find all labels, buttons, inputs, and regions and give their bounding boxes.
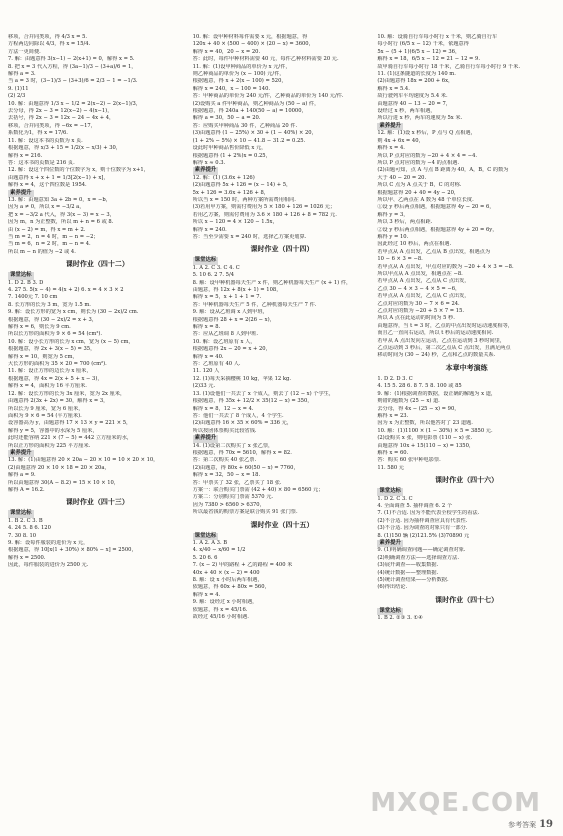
section-tag: 课堂达标 (10, 272, 32, 279)
answer-line: 答：应从乙班调 8 人到甲班. (192, 331, 258, 338)
answer-line: 去括号，得 2x − 3 = 12x − 24 − 4x + 4， (8, 115, 115, 122)
answer-line: 答：乙班原有 40 人. (192, 361, 241, 368)
answer-line: 5x − (5 + 1)(6/5 x − 12) = 36， (377, 48, 461, 55)
answer-line: 1. A 2. A 3. B (192, 540, 228, 546)
answer-line: 根据题意得 (1 + 2%)x = 0.25， (192, 152, 271, 159)
answer-line: 若甲点从 A 点出发，乙点从 C 点出发， (377, 293, 470, 300)
answer-line: 1. A 2. C 3. C 4. C (192, 264, 240, 271)
answer-line: 面积为 9 × 6 = 54 (平方厘米). (8, 412, 82, 419)
answer-line: 解得 x = 240. (192, 226, 227, 233)
answer-line: 120x + 40 × (500 − 400) × (20 − x) = 3600， (192, 41, 314, 48)
answer-line: 9. 解：设每件服装的进价为 x 元， (8, 540, 89, 546)
answer-line: 解得 x = 60. (377, 449, 409, 456)
answer-line: ①设 y 秒后两点相遇，根据题意得 4y − 20 = 6， (377, 204, 495, 211)
page-number: 19 (539, 819, 553, 830)
section-tag-row (8, 510, 187, 517)
answer-line: (2)由题意得 18x = 200 + 6x， (377, 78, 454, 85)
answer-line: 因此经过 10 秒后，两点在相遇. (377, 241, 452, 248)
answer-line: 解得 A = 16.2. (8, 486, 45, 493)
answer-line: 11. 解：(1)设甲种商品的单价为 x 元/件， (192, 63, 291, 70)
answer-line: 根据题意得 2x − 20 = x + 20， (192, 346, 271, 353)
answer-line: (2)设购买 x 张，则电影票 (110 − x) 张. (377, 435, 473, 442)
answer-line: 方案二：分别购买门票需 5370 元. (192, 494, 274, 501)
answer-line: 根据题意，得 240a + 140(50 − a) = 10000， (192, 108, 307, 115)
section-tag-row (193, 533, 372, 540)
answer-line: 而且乙一直向右运动，所以 t 秒后的运动速度相同. (377, 330, 494, 337)
answer-line: 4. 15 5. 28 6. 8 7. 5 8. 100 或 85 (377, 383, 462, 390)
answer-line: 由题意得，当 t = 3 时，乙点的中点出发时运动速度相等， (377, 322, 513, 329)
answer-line: 所以最省钱的购票方案是联合购买 91 张门票. (192, 509, 298, 516)
section-tag-row (193, 435, 372, 442)
answer-line: 由题意得 40 − 13 − 20 = 7， (377, 100, 451, 107)
watermark: MXQE.COM (370, 788, 541, 818)
answer-line: 1. D 2. D 3. C (377, 375, 413, 382)
answer-line: 所以 x − 120 = 4 × 120 − 1.5x， (192, 219, 278, 226)
answer-line: 解得 y = 3， (377, 211, 409, 218)
answer-line: 所以 A 点在此运动的时间为 5 秒. (377, 315, 455, 322)
answer-line: (2)由题意得 16 × 35 × 60% = 336 元， (192, 420, 293, 427)
answer-line: 40x + 40 × (x − 2) = 400 (192, 569, 260, 576)
answer-line: 若用乙方案，则需付费用为 3.6 × 180 + 126 + 8 = 782 元. (192, 211, 337, 218)
answer-line: 解得 y = 5，容器中的水深为 5 厘米， (8, 427, 98, 434)
answer-line: 因为 a ≠ 0，所以 x = −3/2 a， (8, 204, 85, 211)
answer-line: (1 + 2% − 5%) × 10 − 41.8 − 31.2 = 0.25. (192, 137, 306, 144)
answer-line: 所以 P 点对应的数为 −4 的点相遇. (377, 159, 459, 166)
answer-line: 由 (x − 2) = m，得 x = m + 2. (8, 226, 86, 233)
answer-line: 所以长为 9 厘米，宽为 6 厘米， (8, 405, 84, 412)
answer-line: 所以按团体票购买比较省钱. (192, 427, 257, 434)
answer-line: 去分母，得 2x − 3 = 12(x−2) − 4(x−1)， (8, 108, 113, 115)
answer-line: 解得 y = 10. (377, 233, 409, 240)
section-tag-row (8, 272, 187, 279)
answer-line: 8. 把 x = 3 代入方程，得 (3a−1)/3 − (3+a)/6 = 1， (8, 63, 137, 70)
answer-line: 10. 解：设骑自行车每小时行 x 千米，则乙骑自行车 (377, 34, 498, 40)
answer-line: 则错的题数为 (25 − x) 道. (377, 398, 440, 405)
answer-line: 设此时甲种商品售价降低 x 元， (192, 145, 267, 152)
section-title: 课时作业（四十七） (435, 594, 499, 604)
answer-line: 所以 3 秒后，两点相距. (377, 219, 433, 226)
answer-line: 5. 10 6. 2 7. 5/4 (192, 272, 235, 279)
answer-line: (6)得出结论. (377, 584, 408, 591)
section-title: 课时作业（四十六） (435, 475, 499, 485)
section-tag: 课堂达标 (379, 488, 401, 495)
answer-line: 设容器高为 y，由题意得 17 × 13 × y = 221 × 5， (8, 420, 132, 427)
answer-line: (4)统计数据——整理数据. (377, 569, 439, 576)
answer-line: (2)由题意得 5x + 126 = (x − 14) + 5， (192, 182, 292, 189)
answer-line: 所以当 x = 150 时，两种方案所需费用相同. (192, 196, 296, 203)
answer-line: 11. 解：设这本书的页数为 x 页. (8, 137, 83, 144)
answer-line: 根据题意得 28 + x = 2(26 − x)， (192, 316, 275, 323)
answer-line: 7. 1400元 7. 10 cm (8, 294, 58, 301)
answer-line: 1. D 2. B 3. D (8, 279, 44, 286)
section-title: 课时作业（四十四） (250, 244, 314, 254)
answer-line: (3)由题意得 (1 − 25%) × 30 + (1 − 40%) × 20， (192, 130, 317, 137)
section-tag: 课堂达标 (10, 510, 32, 517)
answer-line: 根据题意，得 70x = 5610，解得 x = 82. (192, 449, 292, 456)
section-tag-row (193, 257, 372, 264)
answer-line: 7. (1)不合适. 因为不能代表全校学生的看法. (377, 510, 480, 517)
answer-line: 解得 x = 2500. (8, 554, 46, 561)
answer-line: 所以正方形的面积为 225 平方厘米. (8, 442, 91, 449)
answer-line: 4. 24 5. 8 6. 120 (8, 525, 51, 532)
answer-line: 解得 a = 30，50 − a = 20. (192, 115, 261, 122)
answer-line: (2)设购买 a 件甲种商品，则乙种商品为 (50 − a) 件， (192, 100, 320, 107)
section-title: 课时作业（四十五） (250, 519, 314, 529)
answer-line: 4. 全面调查 5. 抽样调查 6. 2 个 (377, 502, 453, 509)
answer-line: 10. 解：(1)1100 × (1 − 30%) × 5 = 3850 元. (377, 427, 493, 434)
answer-line: 若甲点从 A 点出发，乙点从 C 点出发， (377, 278, 470, 285)
answer-line: 1. B 2. ②③ 3. ①④ (377, 615, 423, 622)
answer-line: 所以 P 点对应的数为 −20 + 4 × 4 = −4. (377, 152, 478, 159)
section-tag: 课堂达标 (194, 532, 217, 539)
answer-line: 解得 x = 8，12 − x = 4. (192, 405, 254, 412)
answer-page (8, 34, 556, 814)
section-tag: 课堂达标 (379, 607, 401, 614)
answer-line: 由题意得 10x + 15(110 − x) = 1350， (377, 442, 475, 449)
answer-line: 乙点 30 − 4 × 3 − 4 × 5 = −6， (377, 285, 461, 292)
answer-line: 因为 x 为正整数，所以他答对了 23 道题. (377, 420, 473, 427)
answer-line: 把 x = −3/2 a 代入，得 3(x − 3) = x − 3， (8, 211, 115, 218)
answer-line: 5. 20 6. 6 (192, 554, 218, 561)
section-tag: 课堂达标 (194, 257, 217, 264)
answer-line: 解得 x = 216. (8, 152, 43, 159)
answer-line: 13. 解：由题意知 3a + 2b = 0，x = −b， (8, 196, 111, 203)
answer-line: 移动时间为 (30 − 24) 秒，乙点和乙点的数量关系. (377, 352, 496, 359)
answer-line: 根据题意，得 35x + 12/2 × 35(12 − x) = 350， (192, 398, 313, 405)
answer-line: 11. (1)这条隧道的长度为 140 m. (377, 71, 456, 78)
answer-line: 所以行进 x 秒，两车的速度为 5x 米. (377, 115, 463, 122)
answer-line: 解得 x = 240，x − 100 = 140. (192, 85, 271, 92)
section-tag: 素养提升 (194, 167, 217, 174)
answer-line: 14. (1)设第二次购买了 x 张乙票， (192, 442, 274, 449)
answer-line: 因为 7380 > 6560 > 6370， (192, 501, 265, 508)
answer-line: 5x + 126 = 3.6x + 126 + 8， (192, 189, 269, 196)
section-tag-row (377, 123, 556, 130)
answer-line: 方案一：联合购买门票需 (42 + 40) × 80 = 6560 元； (192, 486, 324, 493)
answer-line: 答：第二次购买 40 张乙票. (192, 457, 257, 464)
answer-line: 解得 x = 23. (377, 412, 409, 419)
answer-line: 乙点运动到 3 秒后，第二次乙点从 C 点出发，且满足两点 (377, 345, 511, 352)
answer-line: 8. 解：设甲种机器每天生产 x 件，则乙种机器每天生产 (x + 1) 件， (192, 279, 352, 286)
answer-line: 11. 解：设正方形的边长为 x 厘米， (8, 368, 92, 375)
section-tag: 素养提升 (10, 449, 32, 456)
section-tag-row (193, 167, 372, 174)
section-title: 本章中考演练 (445, 362, 488, 372)
page-footer (508, 819, 553, 830)
answer-line: 10. 解：设乙班原有 x 人， (192, 338, 256, 345)
answer-line: 设经过 x 秒，两车相遇， (377, 108, 436, 115)
answer-line: 9. 解：设从乙班调 x 人到甲班， (192, 309, 268, 316)
footer-label: 参考答案 (508, 821, 537, 829)
answer-line: ②设 y 秒后两点相遇，根据题意得 4y + 20 = 6y， (377, 226, 498, 233)
answer-line: 解得 a = 9. (8, 472, 36, 479)
answer-line: 10. 解：由题意得 1/3 x − 1/2 = 2(x−2) − 2(x−1)/3， (8, 100, 141, 107)
answer-line: 8. (1)150 辆 (2)121.5% (3)70890 元 (377, 532, 470, 539)
answer-line: 由题意，得 12x + 8(x + 1) = 108， (192, 287, 282, 293)
answer-line: (2)33 元. (192, 383, 216, 390)
answer-line: 解得 a = 3. (8, 71, 36, 78)
answer-line: 12. 解：(1) (3.6x + 126) (192, 174, 255, 181)
answer-line: 解得 x = 32，50 − x = 18. (192, 472, 261, 479)
answer-line: (2)不合适. 因为抽样调查应具有代表性. (377, 517, 468, 524)
answer-line: 方法一更简便. (8, 48, 41, 55)
answer-line: (5)统计调查结果——分析数据. (377, 577, 449, 584)
answer-line: 1. D 2. C 3. C (377, 495, 413, 502)
answer-line: 解得 x = 10，则宽为 5 cm， (8, 353, 78, 360)
section-tag: 素养提升 (379, 540, 401, 546)
answer-line: 4. 27 5. 5(x − 4) = 4(x + 2) 6. x = 4 × 3 × 2 (8, 287, 124, 293)
answer-line: 根据题意，得 2x + 3(x − 5) = 35， (8, 346, 96, 353)
answer-line: (3)不合适. 因为调查的对象只有一部分. (377, 525, 468, 532)
answer-line: 方程两边同除以 4/3，得 x = 15/4. (8, 41, 91, 48)
answer-line: 因此，每件服装的进价为 2500 元. (8, 562, 89, 569)
answer-line: 根据题意得 20 + 40 = 4y − 20， (377, 189, 460, 196)
answer-line: 乙点对应的数为 30 − 7 × 6 = 24. (377, 300, 460, 307)
answer-line: 4. x/40 − x/60 = 1/2 (192, 547, 246, 554)
answer-line: 解得 x ≈ 0.3. (192, 159, 226, 166)
column-middle (193, 34, 372, 814)
answer-line: 12. 解：设这个四位数的个位数字为 x，则十位数字为 x+1， (8, 167, 149, 174)
answer-line: 12. 解：设长方形的长为 3x 厘米，宽为 2x 厘米， (8, 390, 126, 397)
answer-line: (2)明确调查方法——选择调查方法. (377, 554, 459, 561)
answer-line: 13. 解：(1)由题意得 20 × 20a − 20 × 10 = 10 × 20 × 10， (8, 457, 159, 464)
section-tag: 素养提升 (379, 122, 401, 129)
answer-line: 当 m = 2，n = 4 时，m − n = −2； (8, 233, 99, 240)
answer-line: 解得 x = 4，这个四位数是 1954. (8, 182, 87, 189)
section-title: 课时作业（四十三） (65, 497, 129, 507)
answer-line: (3)若用甲方案，则需付费用为 5 × 180 + 126 = 1026 元； (192, 204, 336, 211)
answer-line: (2)由题可知，点 A 与点 B 距离为 40，A，B，C 的数为 (377, 167, 509, 174)
answer-line: 解得 x = 6，则长为 9 cm. (8, 324, 71, 331)
section-tag: 素养提升 (194, 435, 217, 442)
answer-line: 故经过 45/16 小时相遇. (192, 614, 249, 621)
answer-line: 则乙种商品的单价为 (x − 100) 元/件， (192, 71, 285, 78)
answer-line: 所以 m − n 的值为 −2 或 4. (8, 248, 76, 255)
answer-line: 答：甲票买了 32 张，乙票买了 18 张. (192, 479, 282, 486)
answer-line: 答：甲种机器每天生产 5 件，乙种机器每天生产 7 件. (192, 301, 317, 308)
section-tag: 素养提升 (10, 189, 32, 196)
answer-line: 1. B 2. C 3. B (8, 517, 43, 524)
answer-line: 则 4x + 6x = 40， (377, 137, 424, 144)
answer-line: 答：他们一共去了 8 个成人，4 个学生. (192, 412, 284, 419)
answer-line: 答：甲种商品的单价为 240 元/件，乙种商品的单价为 140 元/件. (192, 93, 344, 100)
answer-line: 由题意得 x + x + 1 = 1/3[2(x−1) + x]， (8, 174, 109, 181)
answer-line: 故行驶列车平均速度为 5.4 米. (377, 93, 448, 100)
answer-line: 12. (1)每天采摘樱桃 10 kg，苹果 12 kg. (192, 375, 291, 382)
answer-line: 因为 m，n 为正整数，所以 m + n = 6 或 8. (8, 219, 114, 226)
answer-line: 解得 x = 40，20 − x = 20. (192, 48, 261, 55)
answer-line: 移项，合并同类项，得 −6x = −17， (8, 122, 96, 129)
answer-line: 根据题意，得 4x = 2(x + 5 + x − 3)， (8, 375, 103, 382)
answer-line: 9. (1)明确调查问题——确定调查对象. (377, 547, 466, 554)
section-tag-row (377, 488, 556, 495)
answer-line: 由题意得 2(3x + 2x) = 30，解得 x = 3， (8, 398, 109, 405)
answer-line: 所以由题意得 30(A − 8.2) = 15 × 10 × 10， (8, 479, 119, 486)
answer-line: 9. (1)11 (8, 85, 29, 92)
answer-line: 解得 x = 8. (192, 324, 221, 331)
answer-line: 13. (1)设他们一共去了 x 个成人，则去了 (12 − x) 个学生， (192, 390, 335, 397)
answer-line: 9. 解：(1)根据调查的数据，设正确的解题为 x 道， (377, 390, 497, 397)
answer-line: 答：购买 60 张甲种电影票. (377, 457, 441, 464)
answer-line: (2) 2/3 (8, 93, 26, 100)
section-tag-row (377, 540, 556, 547)
answer-line: 解得 x = 5.4. (377, 85, 410, 92)
answer-line: 10. 解：设小长方形的长为 x cm，宽为 (x − 5) cm， (8, 338, 134, 345)
section-title: 课时作业（四十二） (65, 259, 129, 269)
answer-line: 12. 解：(1)设 x 秒后，P 点与 Q 点相遇， (377, 130, 476, 137)
answer-line: 依题意，得 60x + 80x = 560， (192, 584, 270, 591)
answer-line: 所以甲、乙两点在 A 数为 48 个单位长度. (377, 196, 474, 203)
answer-line: 7. 30 8. 10 (8, 532, 37, 539)
column-left (8, 34, 187, 814)
answer-line: 根据题意，得 10[x(1 + 30%) × 80% − x] = 2500， (8, 547, 137, 554)
answer-line: 解得 x = 4. (377, 145, 405, 152)
answer-line: 7. 解：由题意得 3(x−1) − 2(x+1) = 0，解得 x = 5. (8, 56, 135, 63)
answer-line: 若甲从 A 点出发向左运动，乙点在运动到 3 秒时间里， (377, 337, 506, 344)
section-tag-row (8, 450, 187, 457)
answer-line: 9. 解：设长方形的宽为 x cm，则长为 (30 − 2x)/2 cm. (8, 309, 139, 316)
answer-line: 依题意，得 x = 45/16. (192, 606, 248, 613)
answer-line: 所以甲点从 A 点出发，相遇点在 −8. (377, 271, 463, 277)
answer-line: 故甲骑自行车每小时行 18 千米，乙骑自行车每小时行 9 千米. (377, 63, 520, 70)
answer-line: 系数化为1，得 x = 17/6. (8, 130, 68, 137)
answer-line: (3)展开调查——收集数据. (377, 562, 439, 569)
answer-line: 所以长方形的面积为 9 × 6 = 54 (cm²). (8, 331, 103, 338)
answer-line: 此时还能容纳 221 × (7 − 5) = 442 立方厘米的水， (8, 435, 133, 442)
answer-line: 若甲点从 A 点出发，乙点从 B 点出发，相遇点为 (377, 248, 491, 255)
answer-line: (2)由题意，得 80x + 60(50 − x) = 7760， (192, 464, 299, 471)
answer-line: 9. 解：设经过 x 小时相遇， (192, 599, 258, 606)
answer-line: 大于 40 − 20 = 20. (377, 174, 427, 181)
answer-line: 当 m = 6，n = 2 时，m − n = 4. (8, 241, 91, 248)
section-tag-row (377, 608, 556, 615)
answer-line: 11. 580 元 (377, 464, 404, 471)
answer-line: 若甲点从 A 点出发，甲点对应的数为 −20 + 4 × 3 = −8. (377, 263, 514, 270)
answer-line: 根据题意，得 x + 2(x − 100) = 520， (192, 78, 287, 85)
answer-line: 移项，合并同类项，得 4/3 x = 5. (8, 34, 88, 40)
answer-line: 答：当至少需要 x = 240 时，选择乙方案更划算. (192, 233, 307, 240)
answer-line: 解得 x = 5，x + 1 + 1 = 7. (192, 294, 262, 301)
answer-line: 10 − 6 × 3 = −8. (377, 256, 423, 263)
answer-line: 答：此时，每件甲种材料需要 40 元，每件乙种材料需要 20 元. (192, 56, 339, 63)
answer-line: 8. 长方形的长为 3 m，宽为 1.5 m. (8, 301, 91, 308)
answer-line: 每小时行 (6/5 x − 12) 千米，依题意得 (377, 41, 469, 48)
answer-line: 答：应购买甲种商品 30 件，乙种商品 20 件. (192, 122, 298, 129)
answer-line: 去分母，得 4x − (25 − x) = 90， (377, 405, 460, 412)
answer-line: 解得 x = 40. (192, 353, 224, 360)
answer-line: 大长方形的面积为 35 × 20 = 700 (cm²). (8, 361, 107, 368)
answer-line: 解得 x = 18，6/5 x − 12 = 21 − 12 = 9. (377, 56, 480, 63)
answer-line: 解得 x = 4. (192, 591, 221, 598)
answer-line: (2)由题意得 20 × 10 × 18 = 20 × 20a， (8, 464, 110, 471)
answer-line: 根据题意，得 (30 − 2x)/2 = x + 3， (8, 316, 98, 323)
answer-line: 答：这本书的页数是 216 页. (8, 159, 75, 166)
answer-line: 乙点对应的数为 −20 + 5 × 7 = 15. (377, 308, 465, 315)
answer-line: 11. 120 人 (192, 368, 220, 375)
answer-line: 当 a = 3 时，(3−1)/3 − (3+3)/6 = 2/3 − 1 = −1/3. (8, 78, 138, 85)
answer-line: 8. 解：设 x 小时后两车相遇， (192, 577, 263, 584)
section-tag-row (8, 190, 187, 197)
column-right (377, 34, 556, 814)
answer-line: 所以 C 点为 A 点关于 B，C 的对称. (377, 182, 462, 189)
answer-line: 根据题意，得 x/3 + 15 = 1/2(x − x/3) + 30， (8, 145, 122, 152)
answer-line: 解得 x = 4，面积为 16 平方厘米. (8, 383, 87, 390)
answer-line: 7. (x − 2) 甲的路程 + 乙的路程 = 400 米 (192, 562, 293, 569)
answer-line: 10. 解：设甲种材料每件需要 x 元，根据题意，得 (192, 34, 308, 40)
